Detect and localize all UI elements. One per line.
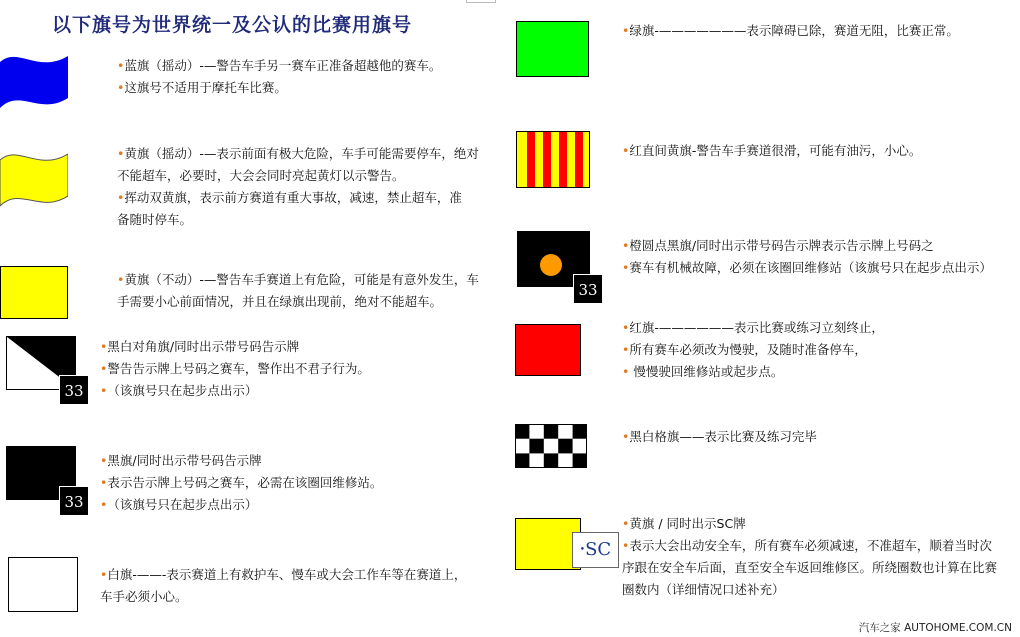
desc-line: •黑旗/同时出示带号码告示牌 xyxy=(100,453,262,468)
desc-line: •红直间黄旗-警告车手赛道很滑，可能有油污，小心。 xyxy=(622,143,922,158)
page-title: 以下旗号为世界统一及公认的比赛用旗号 xyxy=(52,14,413,36)
desc-line: •所有赛车必须改为慢驶，及随时准备停车， xyxy=(622,342,867,357)
diagonal-flag-description xyxy=(100,336,370,402)
desc-line: •这旗号不适用于摩托车比赛。 xyxy=(117,80,287,95)
desc-line: •表示大会出动安全车，所有赛车必须减速，不准超车，顺着当时次 xyxy=(622,538,992,553)
orange-ball-flag-description xyxy=(622,235,992,279)
yellow-waving-flag-icon xyxy=(0,150,68,212)
desc-line: •红旗-——————表示比赛或练习立刻终止， xyxy=(622,320,884,335)
desc-line: •蓝旗（摇动）-—警告车手另一赛车正准备超越他的赛车。 xyxy=(117,58,442,73)
car-number-board: 33 xyxy=(59,375,89,405)
car-number-board: 33 xyxy=(573,274,603,304)
desc-line: •黄旗（不动）-—警告车手赛道上有危险，可能是有意外发生，车 xyxy=(117,272,479,287)
white-flag-icon xyxy=(8,557,78,612)
black-flag-description xyxy=(100,450,382,516)
desc-line: 手需要小心前面情况，并且在绿旗出现前，绝对不能超车。 xyxy=(117,294,443,309)
desc-line: •警告告示牌上号码之赛车，警作出不君子行为。 xyxy=(100,361,370,376)
desc-line: •黑白对角旗/同时出示带号码告示牌 xyxy=(100,339,300,354)
desc-line: •（该旗号只在起步点出示） xyxy=(100,383,258,398)
yellow-still-flag-icon xyxy=(0,266,68,319)
green-flag-description xyxy=(622,20,959,42)
watermark-footer: 汽车之家 AUTOHOME.COM.CN xyxy=(858,622,1012,634)
desc-line: •挥动双黄旗，表示前方赛道有重大事故，减速，禁止超车，准 xyxy=(117,190,462,205)
desc-line: 车手必须小心。 xyxy=(100,589,188,604)
red-striped-flag-description xyxy=(622,140,921,162)
yellow-waving-flag-description xyxy=(117,143,479,231)
desc-line: •表示告示牌上号码之赛车，必需在该圈回维修站。 xyxy=(100,475,383,490)
red-flag-description xyxy=(622,317,884,383)
desc-line: •白旗-——-表示赛道上有救护车、慢车或大会工作车等在赛道上， xyxy=(100,567,467,582)
checkered-flag-description xyxy=(622,426,817,448)
desc-line: 序跟在安全车后面，直至安全车返回维修区。所绕圈数也计算在比赛 xyxy=(622,560,998,575)
green-flag-icon xyxy=(516,21,589,77)
top-tab-edge xyxy=(466,0,496,3)
desc-line: •黄旗 / 同时出示SC牌 xyxy=(622,516,746,531)
desc-line: 圈数内（详细情况口述补充） xyxy=(622,582,785,597)
checkered-flag-icon xyxy=(515,424,587,468)
desc-line: • 慢慢驶回维修站或起步点。 xyxy=(622,364,784,379)
desc-line: 不能超车，必要时，大会会同时亮起黄灯以示警告。 xyxy=(117,168,405,183)
desc-line: •黄旗（摇动）-—表示前面有极大危险，车手可能需要停车，绝对 xyxy=(117,146,479,161)
white-flag-description xyxy=(100,564,466,608)
car-number-board: 33 xyxy=(59,486,89,516)
desc-line: •绿旗-———————表示障碍已除，赛道无阻，比赛正常。 xyxy=(622,23,959,38)
yellow-still-flag-description xyxy=(117,269,479,313)
desc-line: 备随时停车。 xyxy=(117,212,193,227)
safety-car-board: •SC xyxy=(572,532,619,568)
red-striped-yellow-flag-icon xyxy=(516,131,590,188)
blue-flag-icon xyxy=(0,52,68,114)
safety-car-flag-description xyxy=(622,513,997,601)
red-flag-icon xyxy=(515,324,581,376)
blue-flag-description xyxy=(117,55,441,99)
desc-line: •橙圆点黑旗/同时出示带号码告示牌表示告示牌上号码之 xyxy=(622,238,934,253)
desc-line: •（该旗号只在起步点出示） xyxy=(100,497,258,512)
desc-line: •赛车有机械故障，必须在该圈回维修站（该旗号只在起步点出示） xyxy=(622,260,992,275)
desc-line: •黑白格旗——表示比赛及练习完毕 xyxy=(622,429,817,444)
